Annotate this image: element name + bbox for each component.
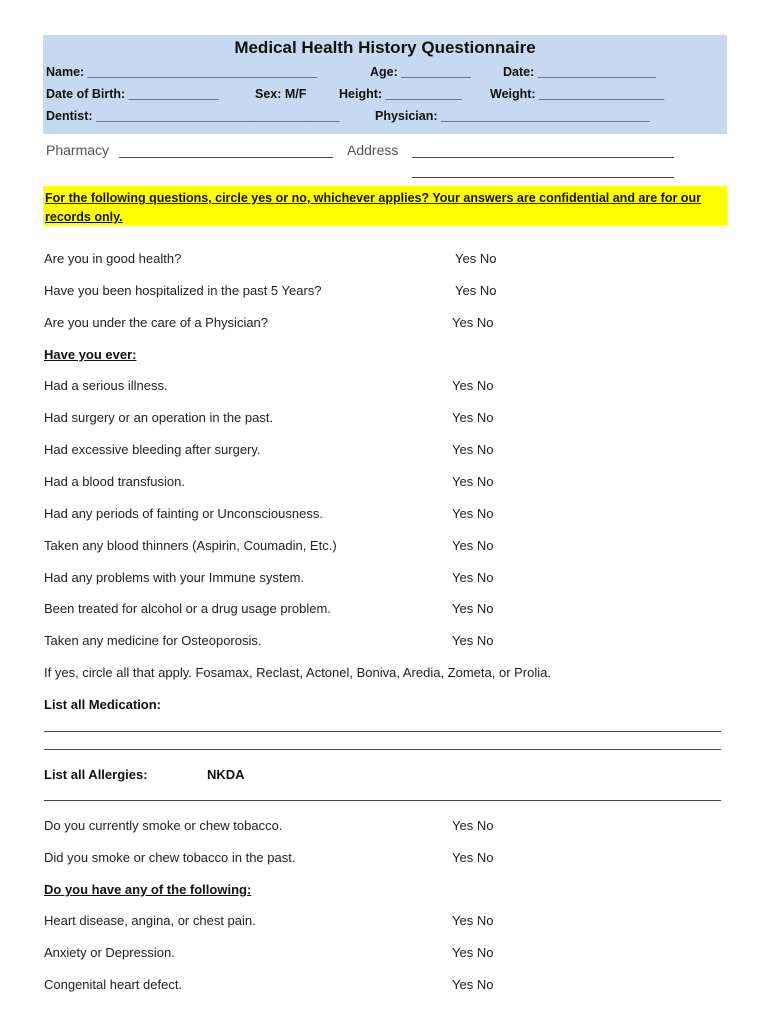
yes-no-heart-disease[interactable]: Yes No bbox=[452, 913, 494, 928]
weight-field[interactable]: Weight: __________________ bbox=[490, 87, 665, 101]
medication-input-line-2[interactable] bbox=[44, 749, 721, 750]
date-of-birth-field[interactable]: Date of Birth: _____________ bbox=[46, 87, 220, 101]
allergies-value[interactable]: NKDA bbox=[207, 767, 245, 782]
question-serious-illness: Had a serious illness. bbox=[44, 378, 168, 393]
height-field[interactable]: Height: ___________ bbox=[339, 87, 462, 101]
question-good-health: Are you in good health? bbox=[44, 251, 182, 266]
medication-input-line-1[interactable] bbox=[44, 731, 721, 732]
yes-no-serious-illness[interactable]: Yes No bbox=[452, 378, 494, 393]
question-heart-disease: Heart disease, angina, or chest pain. bbox=[44, 913, 256, 928]
question-hospitalized: Have you been hospitalized in the past 5 Years? bbox=[44, 283, 322, 298]
address-input-line-2[interactable] bbox=[412, 177, 674, 178]
question-blood-thinners: Taken any blood thinners (Aspirin, Coumadin, Etc.) bbox=[44, 538, 337, 553]
yes-no-osteoporosis[interactable]: Yes No bbox=[452, 633, 494, 648]
question-immune-system: Had any problems with your Immune system. bbox=[44, 570, 305, 585]
address-label: Address bbox=[347, 142, 399, 158]
question-alcohol-drug: Been treated for alcohol or a drug usage problem. bbox=[44, 601, 331, 616]
yes-no-anxiety-depression[interactable]: Yes No bbox=[452, 945, 494, 960]
yes-no-blood-transfusion[interactable]: Yes No bbox=[452, 474, 494, 489]
yes-no-immune-system[interactable]: Yes No bbox=[452, 570, 494, 585]
pharmacy-input-line[interactable] bbox=[119, 157, 333, 158]
question-congenital-heart-defect: Congenital heart defect. bbox=[44, 977, 183, 992]
yes-no-fainting[interactable]: Yes No bbox=[452, 506, 494, 521]
question-past-smoke: Did you smoke or chew tobacco in the past. bbox=[44, 850, 296, 865]
question-excessive-bleeding: Had excessive bleeding after surgery. bbox=[44, 442, 261, 457]
date-field[interactable]: Date: _________________ bbox=[503, 65, 656, 79]
address-input-line-1[interactable] bbox=[412, 157, 674, 158]
physician-field[interactable]: Physician: ______________________________ bbox=[375, 109, 650, 123]
instructions-text: For the following questions, circle yes or no, whichever applies? Your answers are confidential and are for our records only. bbox=[45, 191, 701, 224]
instructions-banner bbox=[43, 186, 727, 225]
section-following-conditions: Do you have any of the following: bbox=[44, 882, 252, 897]
yes-no-hospitalized[interactable]: Yes No bbox=[455, 283, 497, 298]
yes-no-congenital-heart-defect[interactable]: Yes No bbox=[452, 977, 494, 992]
sex-field[interactable]: Sex: M/F bbox=[255, 87, 307, 101]
yes-no-alcohol-drug[interactable]: Yes No bbox=[452, 601, 494, 616]
dentist-field[interactable]: Dentist: ___________________________________ bbox=[46, 109, 340, 123]
section-have-you-ever: Have you ever: bbox=[44, 347, 137, 362]
yes-no-good-health[interactable]: Yes No bbox=[455, 251, 497, 266]
question-osteoporosis: Taken any medicine for Osteoporosis. bbox=[44, 633, 262, 648]
yes-no-physician-care[interactable]: Yes No bbox=[452, 315, 494, 330]
yes-no-past-smoke[interactable]: Yes No bbox=[452, 850, 494, 865]
question-currently-smoke: Do you currently smoke or chew tobacco. bbox=[44, 818, 283, 833]
yes-no-excessive-bleeding[interactable]: Yes No bbox=[452, 442, 494, 457]
yes-no-blood-thinners[interactable]: Yes No bbox=[452, 538, 494, 553]
osteoporosis-medications-note: If yes, circle all that apply. Fosamax, Reclast, Actonel, Boniva, Aredia, Zometa, or Prolia. bbox=[44, 665, 551, 680]
name-field[interactable]: Name: _________________________________ bbox=[46, 65, 318, 79]
form-title: Medical Health History Questionnaire bbox=[234, 38, 536, 57]
age-field[interactable]: Age: __________ bbox=[370, 65, 471, 79]
allergies-input-line[interactable] bbox=[44, 800, 721, 801]
patient-info-header bbox=[43, 35, 727, 134]
yes-no-surgery[interactable]: Yes No bbox=[452, 410, 494, 425]
question-fainting: Had any periods of fainting or Unconsciousness. bbox=[44, 506, 323, 521]
medication-label: List all Medication: bbox=[44, 697, 162, 712]
question-anxiety-depression: Anxiety or Depression. bbox=[44, 945, 175, 960]
question-blood-transfusion: Had a blood transfusion. bbox=[44, 474, 185, 489]
question-physician-care: Are you under the care of a Physician? bbox=[44, 315, 269, 330]
question-surgery: Had surgery or an operation in the past. bbox=[44, 410, 274, 425]
pharmacy-label: Pharmacy bbox=[46, 142, 110, 158]
yes-no-currently-smoke[interactable]: Yes No bbox=[452, 818, 494, 833]
allergies-label: List all Allergies: bbox=[44, 767, 148, 782]
